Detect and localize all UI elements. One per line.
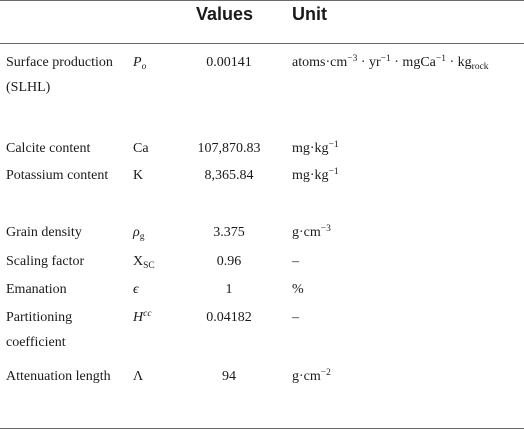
table-row-unit: $atoms\cdot cm^{-3} \cdot yr^{-1}$ · mgCa$^{-1}$ · $kg_{rock}$: [292, 54, 489, 72]
table-row-parameter: Surface production (SLHL): [6, 55, 113, 95]
table-row-value: 1: [225, 282, 233, 297]
table-row-parameter: Partitioning coefficient: [6, 310, 73, 350]
table-row-unit: $mg\cdot kg^{-1}$: [292, 167, 339, 183]
table-row-symbol: Ca: [133, 141, 149, 156]
table-row-symbol: Λ: [133, 369, 144, 384]
table-row-value: 8,365.84: [204, 168, 254, 183]
table-row-parameter: Emanation: [6, 282, 67, 297]
table-row-parameter: Potassium content: [6, 168, 109, 183]
table-row-value: 107,870.83: [197, 141, 261, 156]
table-row-symbol: K: [133, 168, 144, 183]
table-row-parameter: Attenuation length: [6, 369, 111, 384]
table-row-unit: $g\cdot cm^{-2}$: [292, 368, 331, 384]
symbol-base: H: [133, 310, 144, 325]
symbol-sub: g: [139, 232, 145, 242]
header-unit: Unit: [292, 4, 327, 24]
table-row-value: 0.00141: [206, 55, 252, 70]
table-row-value: 0.04182: [206, 310, 252, 325]
table-row-unit: –: [292, 254, 299, 269]
table-row-parameter: Calcite content: [6, 141, 91, 156]
table-row-symbol: [133, 306, 152, 331]
table-row-value: 3.375: [213, 225, 245, 240]
table-row-unit: –: [292, 310, 299, 325]
symbol-sup: cc: [143, 309, 152, 319]
table-bottom-rule: [0, 428, 524, 429]
table-row-value: 0.96: [216, 254, 242, 269]
table-header-rule: [0, 43, 524, 44]
table-row-symbol: [133, 250, 155, 275]
symbol-base: ρ: [133, 225, 140, 240]
table-row-unit: %: [292, 282, 304, 297]
symbol-sub: SC: [143, 261, 155, 271]
symbol-sub: o: [141, 62, 147, 72]
table-top-rule: [0, 0, 524, 1]
table-row-value: 94: [222, 369, 236, 384]
table-row-symbol: ϵ: [133, 282, 139, 297]
header-values: Values: [196, 4, 254, 24]
table-row-unit: $mg\cdot kg^{-1}$: [292, 140, 339, 156]
table-row-symbol: [133, 221, 144, 246]
table-row-parameter: Grain density: [6, 225, 82, 240]
symbol-base: P: [133, 55, 142, 70]
table-row-parameter: Scaling factor: [6, 254, 85, 269]
symbol-base: X: [133, 254, 144, 269]
table-row-unit: $g\cdot cm^{-3}$: [292, 224, 331, 240]
table-row-symbol: [133, 51, 146, 76]
